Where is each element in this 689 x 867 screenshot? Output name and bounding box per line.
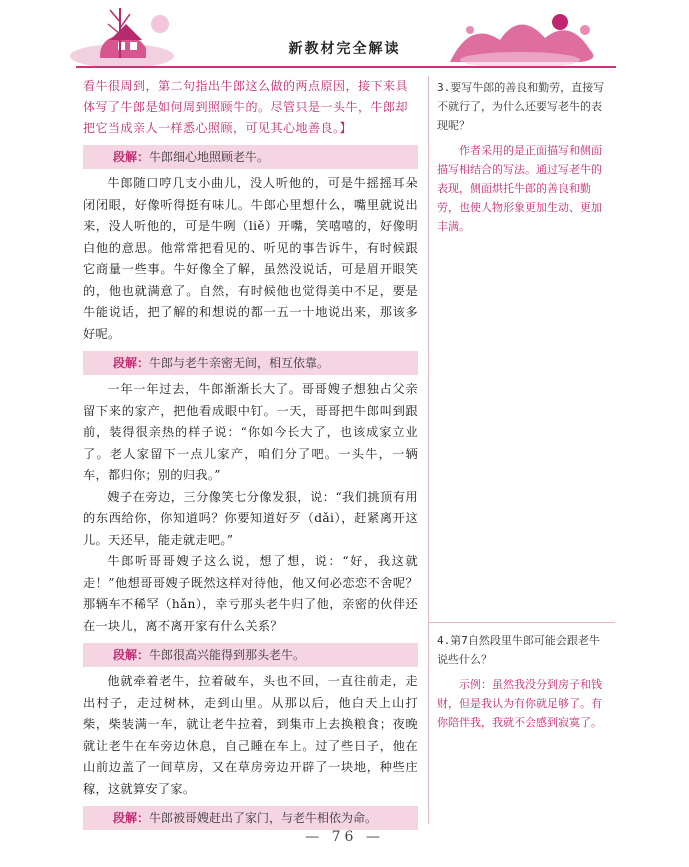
main-column — [83, 76, 418, 834]
summary-label: 段解： — [113, 648, 150, 662]
sidebar-divider — [429, 622, 615, 732]
analysis-intro: 看牛很周到，第二句指出牛郎这么做的两点原因，接下来具体写了牛郎是如何周到照顾牛的。尽管只是一头牛，牛郎却把它当成亲人一样悉心照顾，可见其心地善良。】 — [83, 79, 409, 135]
sidebar-question: 3.要写牛郎的善良和勤劳，直接写不就行了，为什么还要写老牛的表现呢？ — [437, 81, 605, 132]
page-header — [0, 0, 689, 72]
story-paragraph: 嫂子在旁边，三分像笑七分像发狠，说：“我们挑顶有用的东西给你，你知道吗？你要知道好歹（dǎi），赶紧离开这儿。天还早，能走就走吧。” — [83, 489, 418, 547]
section-summary — [83, 643, 418, 667]
header-title: 新教材完全解读 — [288, 41, 401, 57]
sidebar-answer: 示例：虽然我没分到房子和钱财，但是我认为有你就足够了。有你陪伴我，我就不会感到寂寞了。 — [437, 678, 602, 729]
story-paragraph: 牛郎听哥哥嫂子这么说，想了想，说：“好，我这就走！”他想哥哥嫂子既然这样对待他，他又何必恋恋不舍呢？那辆车不稀罕（hǎn），幸亏那头老牛归了他，亲密的伙伴还在一块儿，离不离开家有什么关系？ — [83, 554, 418, 633]
section-summary — [83, 145, 418, 169]
story-paragraph: 他就牵着老牛，拉着破车，头也不回，一直往前走，走出村子，走过树林，走到山里。从那以后，他白天上山打柴，柴装满一车，就让老牛拉着，到集市上去换粮食；夜晚就让老牛在车旁边休息，自己睡在车上。过了些日子，他在山前边盖了一间草房，又在草房旁边开辟了一块地，种些庄稼，这就算安了家。 — [83, 674, 418, 796]
page-number: — 76 — — [305, 829, 384, 845]
story-paragraph: 一年一年过去，牛郎渐渐长大了。哥哥嫂子想独占父亲留下来的家产，把他看成眼中钉。一天，哥哥把牛郎叫到跟前，装得很亲热的样子说：“你如今长大了，也该成家立业了。老人家留下一点儿家产，咱们分了吧。一头牛，一辆车，都归你；别的归我。” — [83, 382, 418, 482]
story-paragraph: 牛郎随口哼几支小曲儿，没人听他的，可是牛摇摇耳朵闭闭眼，好像听得挺有味儿。牛郎心里想什么，嘴里就说出来，没人听他的，可是牛咧（liě）开嘴，笑嘻嘻的，好像明白他的意思。他常常把看见的、听见的事告诉牛，有时候跟它商量一些事。牛好像全了解，虽然没说话，可是眉开眼笑的，他也就满意了。自然，有时候他也觉得美中不足，要是牛能说话，把了解的和想说的都一五一十地说出来，那该多好呢。 — [83, 176, 418, 341]
section-summary — [83, 806, 418, 830]
summary-label: 段解： — [113, 811, 150, 825]
summary-text: 牛郎很高兴能得到那头老牛。 — [149, 648, 306, 662]
summary-text: 牛郎被哥嫂赶出了家门，与老牛相依为命。 — [149, 811, 378, 825]
sidebar-answer: 作者采用的是正面描写和侧面描写相结合的写法。通过写老牛的表现，侧面烘托牛郎的善良和勤劳，也使人物形象更加生动、更加丰满。 — [437, 144, 602, 233]
sidebar-question: 4.第7自然段里牛郎可能会跟老牛说些什么？ — [437, 634, 600, 666]
section-summary — [83, 351, 418, 375]
summary-label: 段解： — [113, 356, 150, 370]
header-rule — [76, 66, 616, 68]
annotation-sidebar — [428, 76, 614, 824]
header-decoration — [0, 0, 689, 72]
summary-text: 牛郎细心地照顾老牛。 — [149, 150, 270, 164]
summary-label: 段解： — [113, 150, 150, 164]
summary-text: 牛郎与老牛亲密无间，相互依靠。 — [149, 356, 330, 370]
